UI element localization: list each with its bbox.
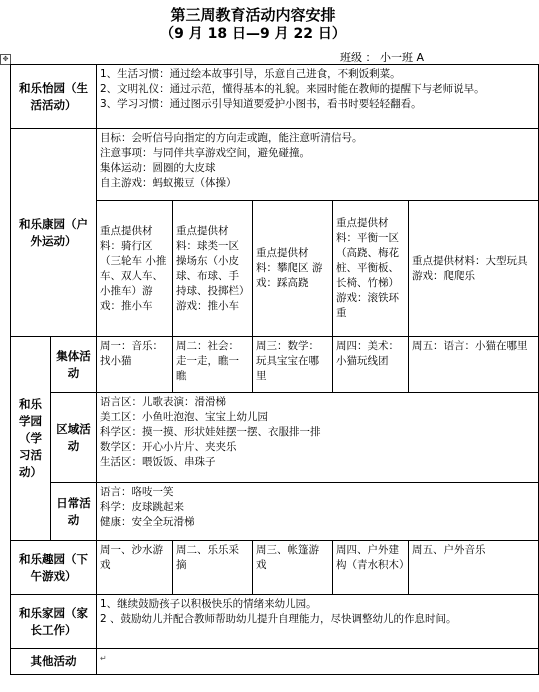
afternoon-day: 周五、户外音乐 <box>409 541 539 595</box>
outdoor-goal-row <box>11 129 539 201</box>
other-content <box>97 649 539 675</box>
family-line: 2 、鼓励幼儿并配合教师帮助幼儿提升自理能力，尽快调整幼儿的作息时间。 <box>100 613 457 625</box>
area-line: 美工区：小鱼吐泡泡、宝宝上幼儿园 <box>100 411 268 423</box>
date-range: （9 月 18 日—9 月 22 日） <box>160 26 346 42</box>
outdoor-line: 目标：会听信号向指定的方向走或跑，能注意听清信号。 <box>100 132 363 144</box>
life-line: 3、学习习惯：通过图示引导知道要爱护小图书，看书时要轻轻翻看。 <box>100 98 422 110</box>
group-day: 周五：语言：小猫在哪里 <box>409 337 539 393</box>
afternoon-day: 周四、户外建构（青水积木） <box>333 541 409 595</box>
outdoor-line: 注意事项：与同伴共享游戏空间，避免碰撞。 <box>100 147 310 159</box>
page-title: 第三周教育活动内容安排 <box>170 6 336 24</box>
area-line: 语言区：儿歌表演：滑滑梯 <box>100 396 226 408</box>
outdoor-line: 自主游戏：蚂蚁搬豆（体操） <box>100 177 237 189</box>
group-activity-header: 集体活动 <box>51 337 97 393</box>
outdoor-zone: 重点提供材料：大型玩具 游戏：爬爬乐 <box>409 201 539 337</box>
outdoor-header: 和乐康园（户外运动） <box>11 129 97 337</box>
area-activity-row <box>11 393 539 483</box>
table-move-handle-icon[interactable]: ✥ <box>0 54 11 65</box>
area-line: 生活区：喂饭饭、串珠子 <box>100 456 216 468</box>
outdoor-zone: 重点提供材料：球类一区操场东（小皮球、布球、手持球、投掷栏）游戏：推小车 <box>173 201 253 337</box>
outdoor-goals <box>97 129 539 201</box>
afternoon-day: 周三、帐篷游戏 <box>253 541 333 595</box>
afternoon-day: 周二、乐乐采摘 <box>173 541 253 595</box>
daily-activity-row <box>11 483 539 541</box>
afternoon-header: 和乐趣园（下午游戏） <box>11 541 97 595</box>
group-day: 周三：数学：玩具宝宝在哪里 <box>253 337 333 393</box>
life-line: 2、文明礼仪：通过示范，懂得基本的礼貌。来园时能在教师的提醒下与老师说早。 <box>100 83 485 95</box>
afternoon-day: 周一、沙水游戏 <box>97 541 173 595</box>
life-row <box>11 65 539 129</box>
schedule-table <box>10 64 539 675</box>
daily-line: 语言：咯吱一笑 <box>100 486 174 498</box>
life-header: 和乐怡园（生活活动） <box>11 65 97 129</box>
family-header: 和乐家园（家长工作） <box>11 595 97 649</box>
daily-line: 科学：皮球跳起来 <box>100 501 184 513</box>
area-activity-header: 区域活动 <box>51 393 97 483</box>
group-activity-row <box>11 337 539 393</box>
family-content <box>97 595 539 649</box>
class-label: 班级 ： 小一班 A <box>340 51 425 64</box>
other-row <box>11 649 539 675</box>
afternoon-row <box>11 541 539 595</box>
family-row <box>11 595 539 649</box>
outdoor-zone: 重点提供材料：骑行区（三轮车 小推车、双人车、小推车）游戏：推小车 <box>97 201 173 337</box>
group-day: 周二：社会：走一走，瞧一瞧 <box>173 337 253 393</box>
return-mark: ↵ <box>100 654 107 663</box>
daily-line: 健康：安全全玩滑梯 <box>100 516 195 528</box>
outdoor-zone: 重点提供材料：攀爬区 游戏：踩高跷 <box>253 201 333 337</box>
outdoor-zone: 重点提供材料：平衡一区（高跷、梅花桩、平衡板、长椅、竹梯）游戏：滚铁环重 <box>333 201 409 337</box>
group-day: 周一：音乐：找小猫 <box>97 337 173 393</box>
outdoor-line: 集体运动：圆圈的大皮球 <box>100 162 216 174</box>
daily-activity-header: 日常活动 <box>51 483 97 541</box>
life-line: 1、生活习惯：通过绘本故事引导，乐意自己进食，不剩饭剩菜。 <box>100 68 401 80</box>
group-day: 周四：美术：小猫玩线团 <box>333 337 409 393</box>
area-line: 科学区：摸一摸、形状娃娃摆一摆、衣服排一排 <box>100 426 321 438</box>
learning-header: 和乐学园（学习活动） <box>11 337 51 541</box>
family-line: 1、继续鼓励孩子以积极快乐的情绪来幼儿园。 <box>100 598 317 610</box>
other-header: 其他活动 <box>11 649 97 675</box>
daily-activity-content <box>97 483 539 541</box>
life-content <box>97 65 539 129</box>
area-line: 数学区：开心小片片、夹夹乐 <box>100 441 237 453</box>
area-activity-content <box>97 393 539 483</box>
